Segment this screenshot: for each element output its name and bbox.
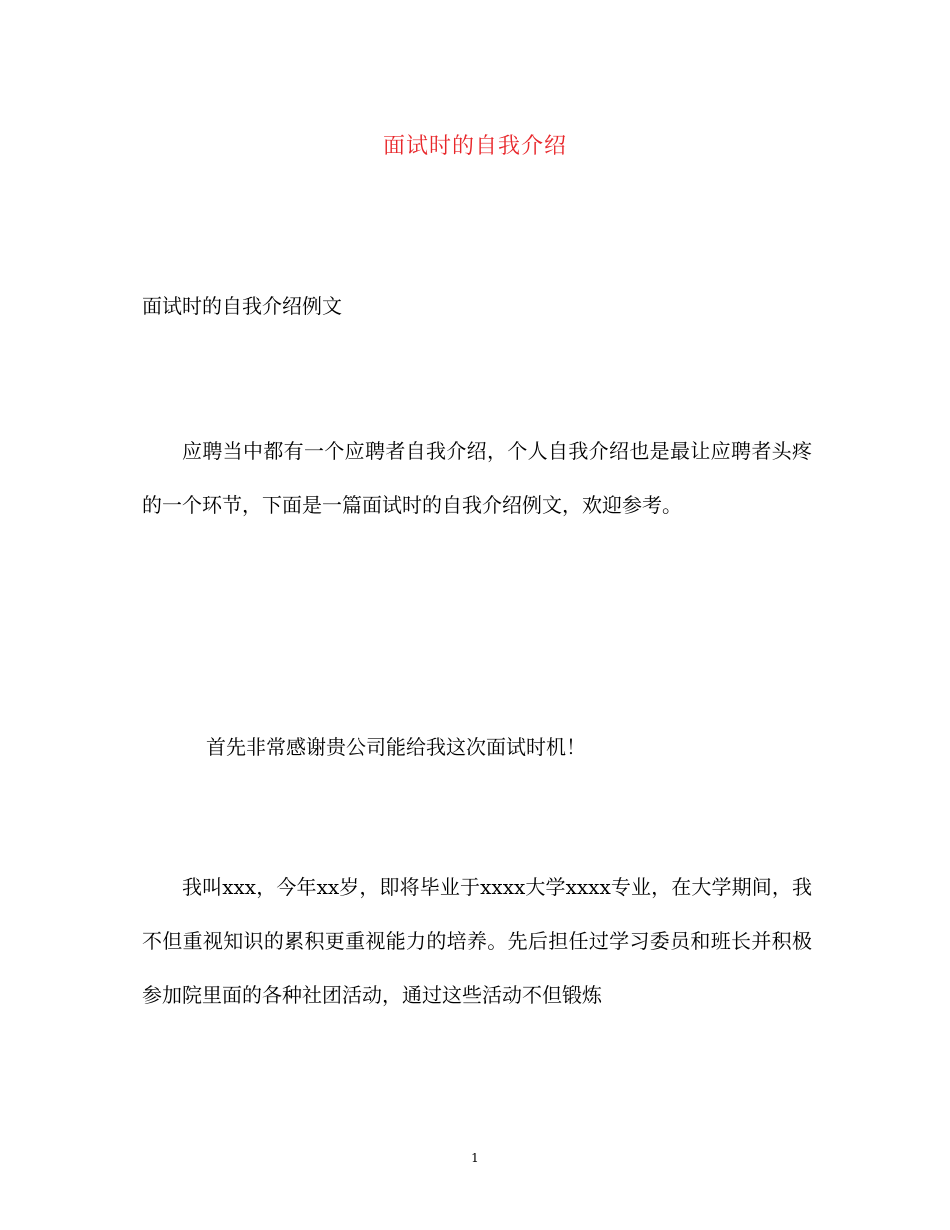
paragraph-thanks: 首先非常感谢贵公司能给我这次面试时机！: [206, 735, 586, 759]
paragraph-self-introduction: 我叫xxx，今年xx岁，即将毕业于xxxx大学xxxx专业，在大学期间，我不但重视知识的累积更重视能力的培养。先后担任过学习委员和班长并积极参加院里面的各种社团活动，通过这些活动不但锻炼: [142, 875, 812, 1007]
document-title: 面试时的自我介绍: [382, 134, 567, 159]
page-number: 1: [471, 1151, 479, 1165]
paragraph-intro: 应聘当中都有一个应聘者自我介绍，个人自我介绍也是最让应聘者头疼的一个环节，下面是一篇面试时的自我介绍例文，欢迎参考。: [142, 439, 812, 517]
document-subtitle: 面试时的自我介绍例文: [142, 294, 342, 318]
